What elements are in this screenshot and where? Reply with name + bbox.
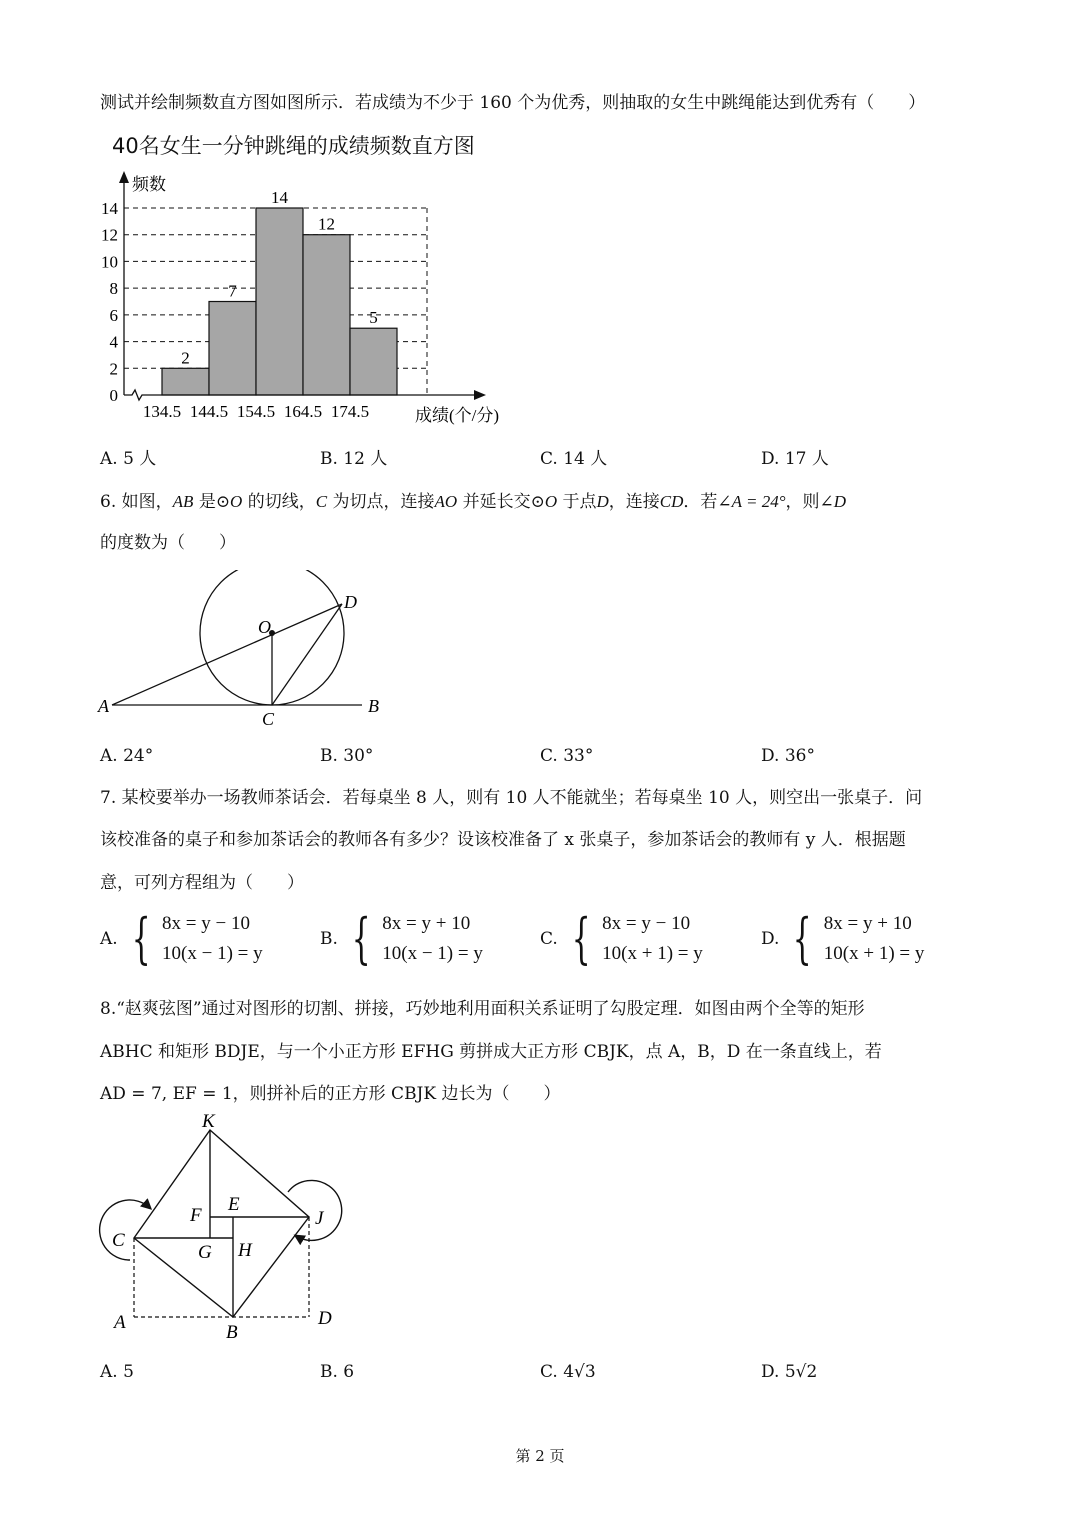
label-a: A [114,1312,126,1333]
q5-option-d: D. 17 人 [761,449,829,469]
label-f: F [190,1205,202,1226]
x-tick-label: 144.5 [189,402,229,421]
q7-option-d: D. { 8x = y + 10 10(x + 1) = y [761,907,925,970]
x-tick-label: 134.5 [142,402,182,421]
label-b: B [368,696,379,716]
q5-option-b: B. 12 人 [320,449,388,469]
label-a: A [98,696,109,716]
bar-value-label: 14 [271,188,288,207]
bar-value-label: 5 [369,308,378,328]
q8-stem-line1: 8.“赵爽弦图”通过对图形的切割、拼接，巧妙地利用面积关系证明了勾股定理．如图由两个全等的矩形 [100,999,865,1019]
q7-option-b: B. { 8x = y + 10 10(x − 1) = y [320,907,483,970]
q7-option-a: A. { 8x = y − 10 10(x − 1) = y [100,907,263,970]
label-e: E [228,1194,240,1215]
histogram-chart [90,165,520,435]
q7-stem-line2: 该校准备的桌子和参加茶话会的教师各有多少？设该校准备了 x 张桌子，参加茶话会的教师有 y 人．根据题 [100,830,906,850]
q7-stem-line3: 意，可列方程组为（ ） [100,873,304,893]
bar [350,328,397,395]
bar [162,368,209,395]
bar [303,235,350,395]
rotation-arrow-left-icon [100,1200,150,1260]
chart-title: 40名女生一分钟跳绳的成绩频数直方图 [112,134,475,158]
x-tick-label: 174.5 [330,402,370,421]
q8-option-c: C. 4√3 [540,1362,596,1382]
q7-stem-line1: 7. 某校要举办一场教师茶话会．若每桌坐 8 人，则有 10 人不能就坐；若每桌坐 10 人，则空出一张桌子．问 [100,788,923,808]
label-d: D [318,1308,332,1329]
label-g: G [198,1242,212,1263]
q6-option-b: B. 30° [320,746,374,766]
q8-option-d: D. 5√2 [761,1362,818,1382]
y-axis-label: 频数 [132,175,166,194]
x-axis-arrow-icon [474,390,486,400]
label-k: K [202,1111,215,1132]
x-tick-label: 154.5 [236,402,276,421]
q5-option-c: C. 14 人 [540,449,608,469]
y-tick-label: 14 [101,199,118,218]
y-tick-label: 0 [109,386,118,405]
label-c: C [112,1230,125,1251]
bar [209,302,256,396]
label-d: D [344,592,357,612]
y-tick-label: 10 [101,252,118,272]
label-j: J [315,1208,324,1229]
circle-tangent-diagram [90,570,400,735]
q8-stem-line3: AD = 7, EF = 1，则拼补后的正方形 CBJK 边长为（ ） [100,1084,561,1104]
label-b: B [226,1322,238,1343]
bar-value-label: 12 [318,214,335,234]
label-c: C [262,709,275,729]
q5-option-a: A. 5 人 [100,449,157,469]
zhaoshuang-diagram [90,1110,360,1350]
bar-value-label: 2 [181,348,190,368]
bar-value-label: 7 [228,281,237,301]
y-tick-label: 6 [109,305,118,325]
x-tick-label: 164.5 [283,402,323,421]
q6-stem-line1: 6. 如图，AB 是⊙O 的切线，C 为切点，连接AO 并延长交⊙O 于点D，连接CD．若∠A = 24°，则∠D [100,492,847,512]
q6-option-d: D. 36° [761,746,815,766]
page-footer: 第 2 页 [515,1447,565,1465]
q6-option-a: A. 24° [100,746,154,766]
square-cbjk [134,1130,309,1317]
q7-option-c: C. { 8x = y − 10 10(x + 1) = y [540,907,703,970]
y-tick-label: 8 [109,279,118,299]
x-axis-label: 成绩(个/分) [415,406,500,425]
bar [256,208,303,395]
label-h: H [238,1240,252,1261]
y-axis-arrow-icon [119,171,129,183]
q8-stem-line2: ABHC 和矩形 BDJE，与一个小正方形 EFHG 剪拼成大正方形 CBJK，点 A，B，D 在一条直线上，若 [100,1042,882,1062]
q8-option-b: B. 6 [320,1362,355,1382]
q6-option-c: C. 33° [540,746,594,766]
q6-stem-line2: 的度数为（ ） [100,533,236,553]
q8-option-a: A. 5 [100,1362,134,1382]
y-tick-label: 2 [109,359,118,379]
y-tick-label: 4 [109,332,118,352]
q5-stem: 测试并绘制频数直方图如图所示．若成绩为不少于 160 个为优秀，则抽取的女生中跳绳能达到优秀有（ ） [100,93,926,113]
label-o: O [258,617,271,637]
y-tick-label: 12 [101,225,118,245]
